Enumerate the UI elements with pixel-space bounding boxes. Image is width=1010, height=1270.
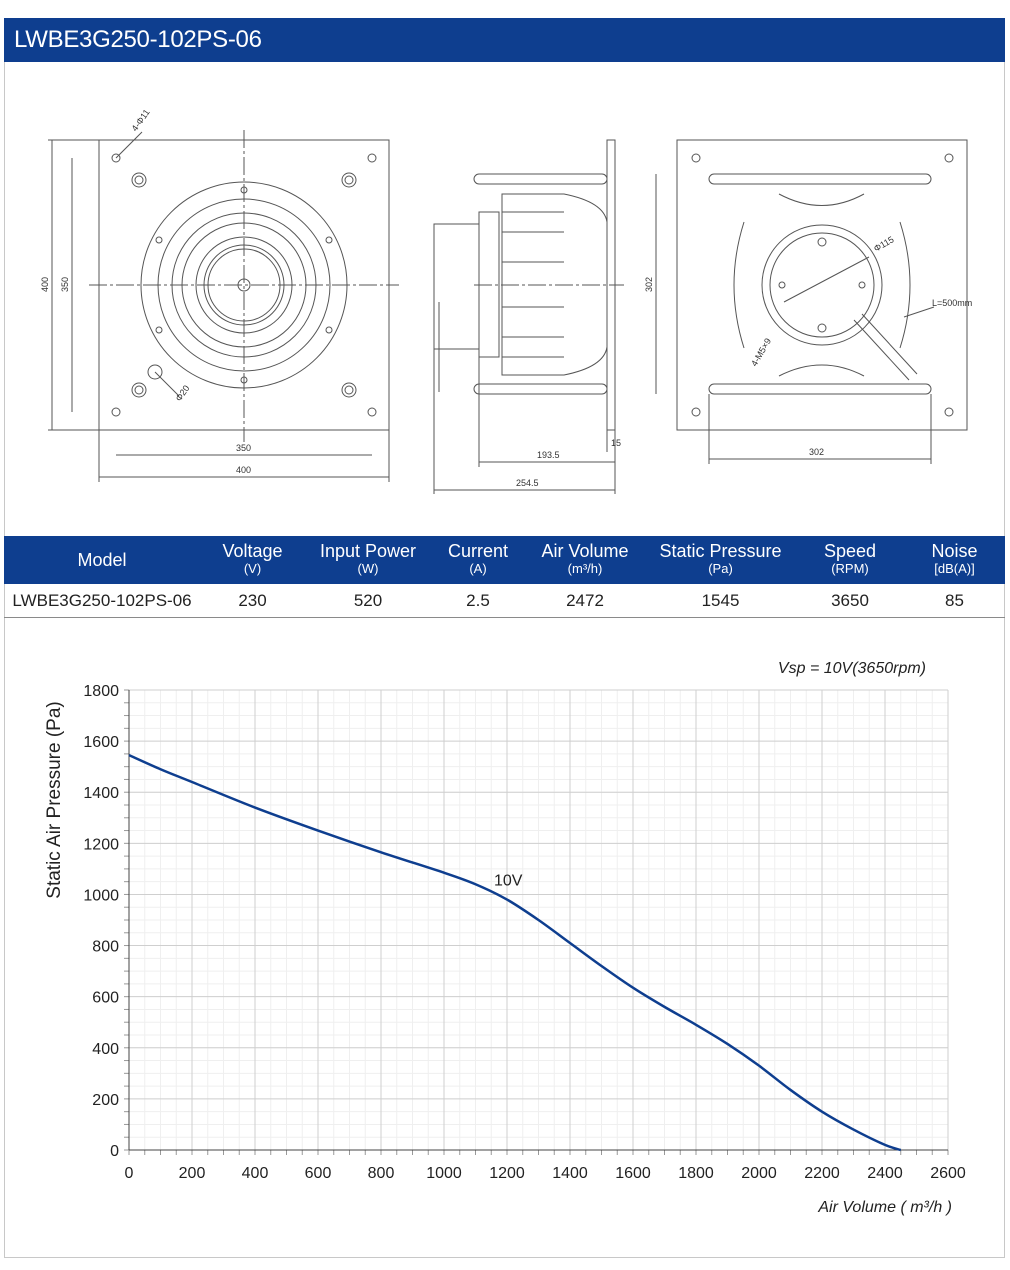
y-tick-label-1200: 1200	[83, 836, 119, 854]
col-input-power: Input Power (W)	[319, 541, 417, 576]
cell-input-power: 520	[353, 591, 383, 610]
dim-h350: 350	[60, 276, 70, 292]
x-tick-label-2000: 2000	[741, 1165, 777, 1182]
dim-screws: 4-M5×9	[749, 336, 774, 368]
dim-h302: 302	[644, 276, 654, 292]
x-tick-label-600: 600	[304, 1165, 332, 1182]
col-speed: Speed (RPM)	[823, 541, 877, 576]
y-tick-label-600: 600	[92, 989, 119, 1007]
dim-w400: 400	[236, 465, 252, 475]
dim-holes: 4-Φ11	[129, 107, 152, 134]
x-tick-label-1400: 1400	[552, 1165, 588, 1182]
y-tick-label-200: 200	[92, 1091, 119, 1109]
x-axis-label: Air Volume ( m³/h )	[818, 1199, 952, 1216]
dim-254: 254.5	[516, 478, 539, 488]
dim-cable: L=500mm	[932, 298, 973, 308]
dim-w302: 302	[809, 447, 825, 457]
cell-speed: 3650	[831, 591, 869, 610]
y-tick-label-800: 800	[92, 938, 119, 956]
x-tick-label-200: 200	[178, 1165, 206, 1182]
x-tick-label-0: 0	[124, 1165, 134, 1182]
cell-air-volume: 2472	[566, 591, 604, 610]
col-noise: Noise [dB(A)]	[931, 541, 978, 576]
y-tick-label-400: 400	[92, 1040, 119, 1058]
y-tick-label-1600: 1600	[83, 734, 119, 752]
cell-noise: 85	[945, 591, 964, 610]
y-axis-label: Static Air Pressure (Pa)	[44, 701, 65, 899]
y-tick-label-1000: 1000	[83, 887, 119, 905]
cell-static-pressure: 1545	[701, 591, 740, 610]
chart-svg	[4, 620, 1005, 1250]
drawing-svg	[4, 62, 1005, 536]
spec-table-row	[4, 584, 1005, 618]
dim-h400: 400	[40, 276, 50, 292]
dim-193: 193.5	[537, 450, 560, 460]
x-tick-label-2600: 2600	[930, 1165, 966, 1182]
col-air-volume: Air Volume (m³/h)	[541, 541, 629, 576]
series-line-10v	[129, 755, 901, 1150]
x-tick-label-800: 800	[367, 1165, 395, 1182]
y-tick-label-0: 0	[110, 1143, 119, 1160]
dim-d20: Φ20	[173, 383, 192, 404]
x-tick-label-1000: 1000	[426, 1165, 462, 1182]
x-tick-label-2400: 2400	[867, 1165, 903, 1182]
x-tick-label-1200: 1200	[489, 1165, 525, 1182]
x-tick-label-1800: 1800	[678, 1165, 714, 1182]
cell-voltage: 230	[238, 591, 267, 610]
cell-current: 2.5	[466, 591, 490, 610]
x-tick-label-400: 400	[241, 1165, 269, 1182]
col-static-pressure: Static Pressure (Pa)	[659, 541, 782, 576]
chart-note: Vsp = 10V(3650rpm)	[777, 660, 926, 677]
x-tick-label-2200: 2200	[804, 1165, 840, 1182]
page-title: LWBE3G250-102PS-06	[4, 18, 1005, 62]
dim-d115: Φ115	[872, 234, 896, 254]
spec-table-header	[4, 536, 1005, 584]
series-label: 10V	[494, 872, 523, 890]
dim-t15: 15	[611, 438, 622, 448]
col-voltage: Voltage (V)	[222, 541, 283, 576]
cell-model: LWBE3G250-102PS-06	[12, 591, 192, 610]
technical-drawing	[4, 62, 1005, 536]
y-tick-label-1400: 1400	[83, 785, 119, 803]
col-model: Model	[77, 550, 127, 570]
performance-chart	[4, 620, 1005, 1250]
y-tick-label-1800: 1800	[83, 683, 119, 700]
x-tick-label-1600: 1600	[615, 1165, 651, 1182]
dim-w350: 350	[236, 443, 252, 453]
col-current: Current (A)	[447, 541, 509, 576]
